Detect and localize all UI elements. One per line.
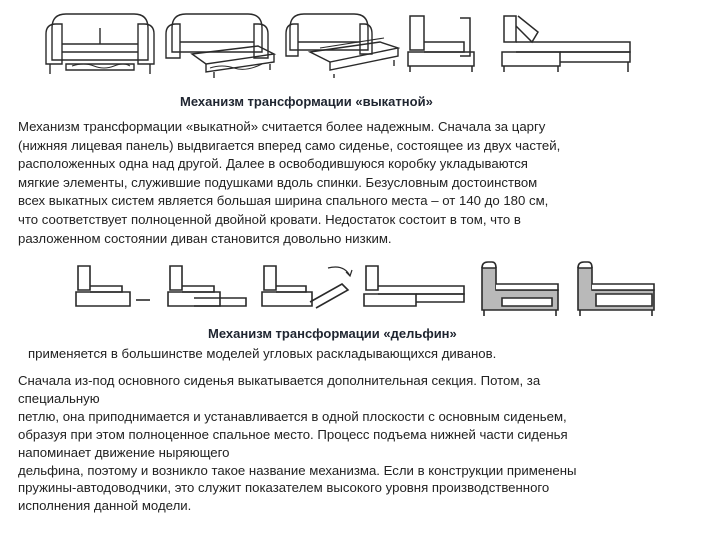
text-line: дельфина, поэтому и возникло такое название механизма. Если в конструкции применены <box>18 462 577 478</box>
illustration-corner-sofa-closed <box>478 260 564 320</box>
text-line: Механизм трансформации «выкатной» считается более надежным. Сначала за царгу <box>18 119 546 134</box>
illustration-sofa-closed <box>44 8 156 78</box>
text-line: напоминает движение ныряющего <box>18 444 230 460</box>
illustration-dolphin-stage-4 <box>360 262 472 314</box>
text-line: исполнения данной модели. <box>18 498 192 514</box>
text-line: специальную <box>18 390 100 406</box>
text-line: Сначала из-под основного сиденья выкатывается дополнительная секция. Потом, за <box>18 373 541 388</box>
text-line: всех выкатных систем является большая ширина спального места – от 140 до 180 см, <box>18 193 549 209</box>
text-line: разложенном состоянии диван становится довольно низким. <box>18 230 392 246</box>
text-line: мягкие элементы, служившие подушками вдоль спинки. Безусловным достоинством <box>18 174 538 190</box>
section-text-delfin <box>18 372 577 515</box>
illustration-sofa-pullout-1 <box>162 8 278 80</box>
illustration-dolphin-stage-1 <box>70 262 156 314</box>
illustration-dolphin-stage-2 <box>164 262 254 314</box>
text-line: петлю, она приподнимается и устанавливается в одной плоскости с основным сиденьем, <box>18 408 567 424</box>
section-title-vykatnoy: Механизм трансформации «выкатной» <box>180 94 433 109</box>
section-subtitle-delfin: применяется в большинстве моделей угловых раскладывающихся диванов. <box>28 346 497 361</box>
text-line: (нижняя лицевая панель) выдвигается вперед само сиденье, состоящее из двух частей, <box>18 137 561 153</box>
illustration-sofa-profile-open <box>498 12 638 76</box>
section-text-vykatnoy <box>18 118 560 248</box>
illustration-sofa-profile-closed <box>404 12 482 76</box>
text-line: пружины-автодоводчики, это служит показателем высокого уровня производственного <box>18 480 550 496</box>
text-line: образуя при этом полноценное спальное место. Процесс подъема нижней части сиденья <box>18 426 568 442</box>
illustration-dolphin-stage-3 <box>258 262 354 314</box>
illustration-sofa-pullout-2 <box>284 8 400 80</box>
section-title-delfin: Механизм трансформации «дельфин» <box>208 326 457 341</box>
text-line: расположенных одна над другой. Далее в освободившуюся коробку укладываются <box>18 156 528 172</box>
text-line: что соответствует полноценной двойной кровати. Недостаток состоит в том, что в <box>18 211 521 227</box>
illustration-corner-sofa-open <box>574 260 660 320</box>
